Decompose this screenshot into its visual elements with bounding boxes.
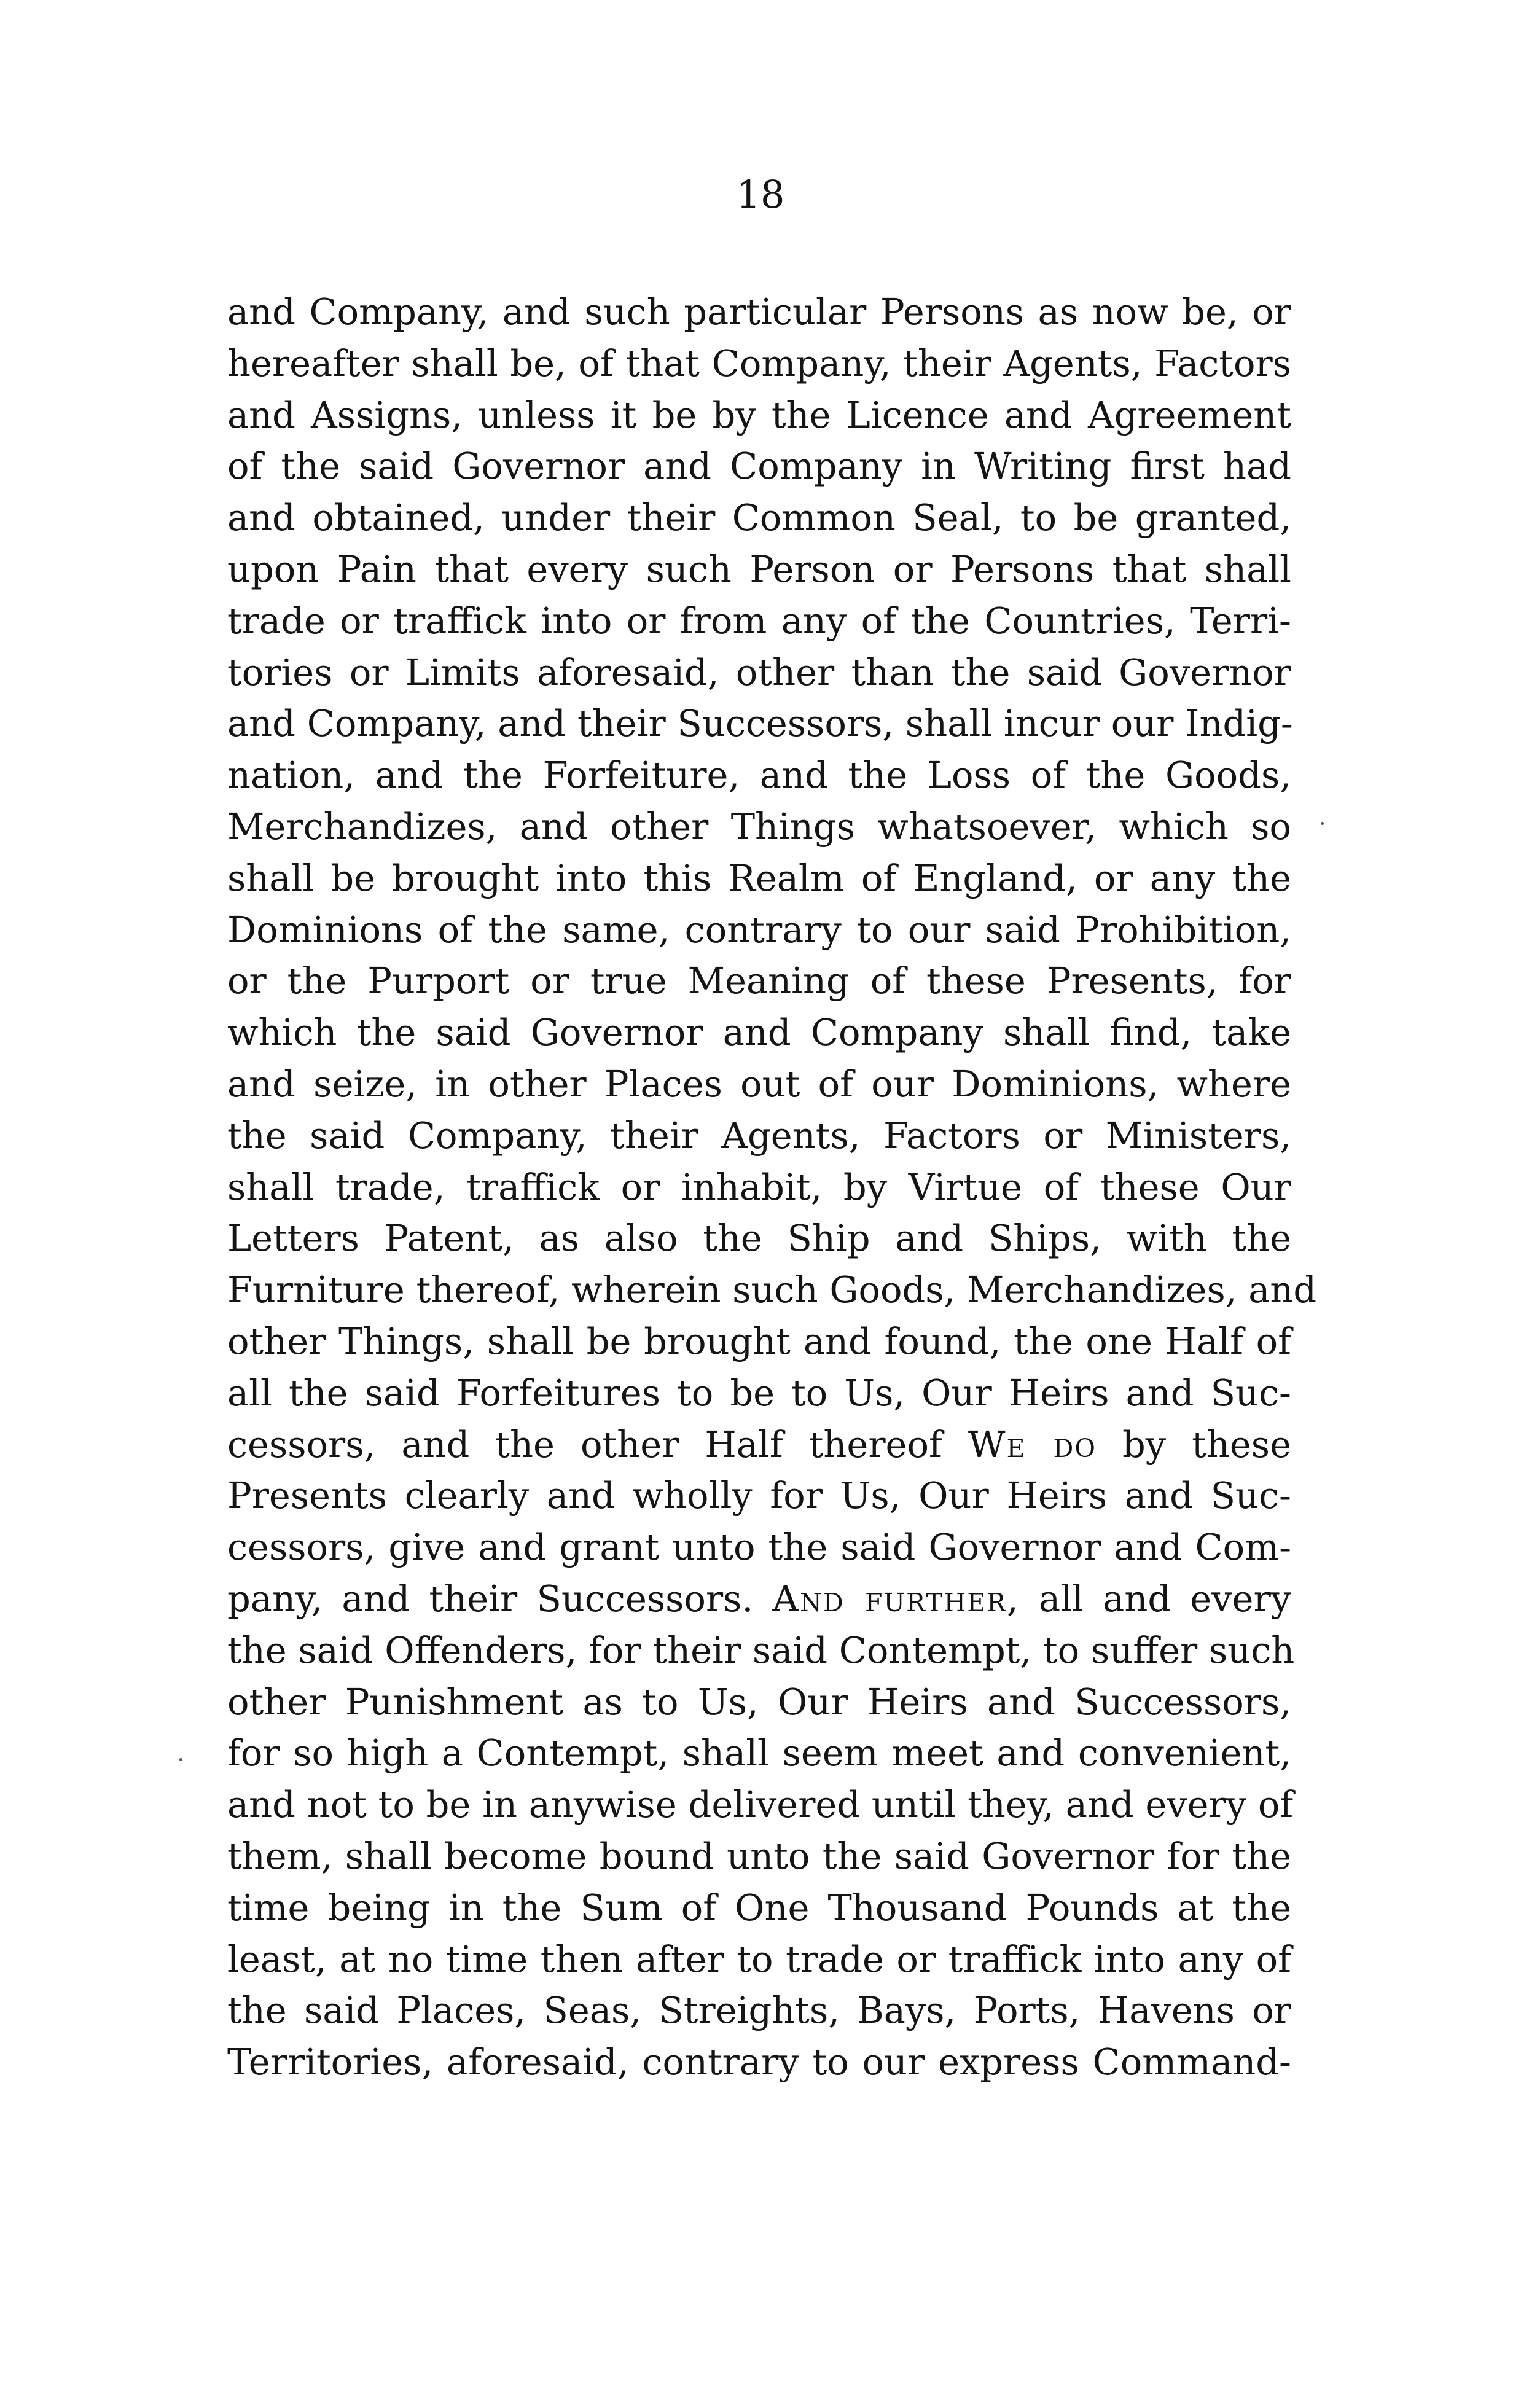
text-line: for so high a Contempt, shall seem meet and convenient, — [227, 1732, 1291, 1775]
text-line-mixed — [227, 1419, 1291, 1471]
small-caps-phrase: We do — [968, 1423, 1097, 1466]
text-line: time being in the Sum of One Thousand Pounds at the — [227, 1886, 1291, 1929]
text-line: upon Pain that every such Person or Persons that shall — [227, 547, 1291, 590]
text-line: the said Offenders, for their said Contempt, to suffer such — [227, 1628, 1295, 1671]
text-line: Territories, aforesaid, contrary to our express Command- — [227, 2041, 1291, 2084]
text-line: nation, and the Forfeiture, and the Loss of the Goods, — [227, 754, 1291, 797]
text-line: or the Purport or true Meaning of these Presents, for — [227, 960, 1291, 1003]
text-segment: by these — [1122, 1423, 1291, 1466]
text-line: them, shall become bound unto the said Governor for the — [227, 1834, 1291, 1877]
text-line: least, at no time then after to trade or traffick into any of — [227, 1937, 1291, 1980]
text-line: which the said Governor and Company shall find, take — [227, 1011, 1291, 1054]
text-line: shall trade, traffick or inhabit, by Virtue of these Our — [227, 1165, 1291, 1208]
text-line: Letters Patent, as also the Ship and Ships, with the — [227, 1217, 1291, 1260]
text-line: tories or Limits aforesaid, other than the said Governor — [227, 651, 1291, 694]
text-line: and Company, and their Successors, shall incur our Indig- — [227, 702, 1293, 745]
text-line: Merchandizes, and other Things whatsoever, which so — [227, 805, 1291, 848]
text-line: hereafter shall be, of that Company, their Agents, Factors — [227, 342, 1291, 385]
ink-speck — [179, 1758, 182, 1761]
text-line: of the said Governor and Company in Writing first had — [227, 445, 1291, 488]
text-line: cessors, give and grant unto the said Governor and Com- — [227, 1526, 1291, 1569]
text-line: and seize, in other Places out of our Dominions, where — [227, 1062, 1291, 1105]
text-line: all the said Forfeitures to be to Us, Our Heirs and Suc- — [227, 1371, 1291, 1414]
small-caps-phrase: And further, — [772, 1577, 1020, 1620]
text-segment: cessors, and the other Half thereof — [227, 1423, 942, 1466]
page-number: 18 — [736, 172, 785, 217]
body-text — [227, 286, 1317, 2088]
text-line: trade or traffick into or from any of the Countries, Terri- — [227, 599, 1291, 642]
text-line: Furniture thereof, wherein such Goods, Merchandizes, and — [227, 1268, 1317, 1312]
text-line: and obtained, under their Common Seal, to be granted, — [227, 496, 1291, 539]
text-line: and Company, and such particular Persons as now be, or — [227, 291, 1291, 333]
text-line-mixed — [227, 1573, 1291, 1625]
ink-speck — [1321, 822, 1324, 825]
text-line: Presents clearly and wholly for Us, Our Heirs and Suc- — [227, 1474, 1291, 1517]
text-segment: all and every — [1039, 1577, 1291, 1620]
text-line: and not to be in anywise delivered until they, and every of — [227, 1783, 1294, 1826]
text-line: shall be brought into this Realm of England, or any the — [227, 856, 1291, 899]
text-line: the said Company, their Agents, Factors or Ministers, — [227, 1114, 1291, 1157]
text-line: other Punishment as to Us, Our Heirs and Successors, — [227, 1680, 1291, 1723]
text-line: Dominions of the same, contrary to our said Prohibition, — [227, 908, 1291, 951]
text-line: the said Places, Seas, Streights, Bays, Ports, Havens or — [227, 1989, 1291, 2032]
text-segment: pany, and their Successors. — [227, 1577, 754, 1620]
text-line: other Things, shall be brought and found, the one Half of — [227, 1319, 1291, 1362]
text-line: and Assigns, unless it be by the Licence and Agreement — [227, 393, 1291, 436]
